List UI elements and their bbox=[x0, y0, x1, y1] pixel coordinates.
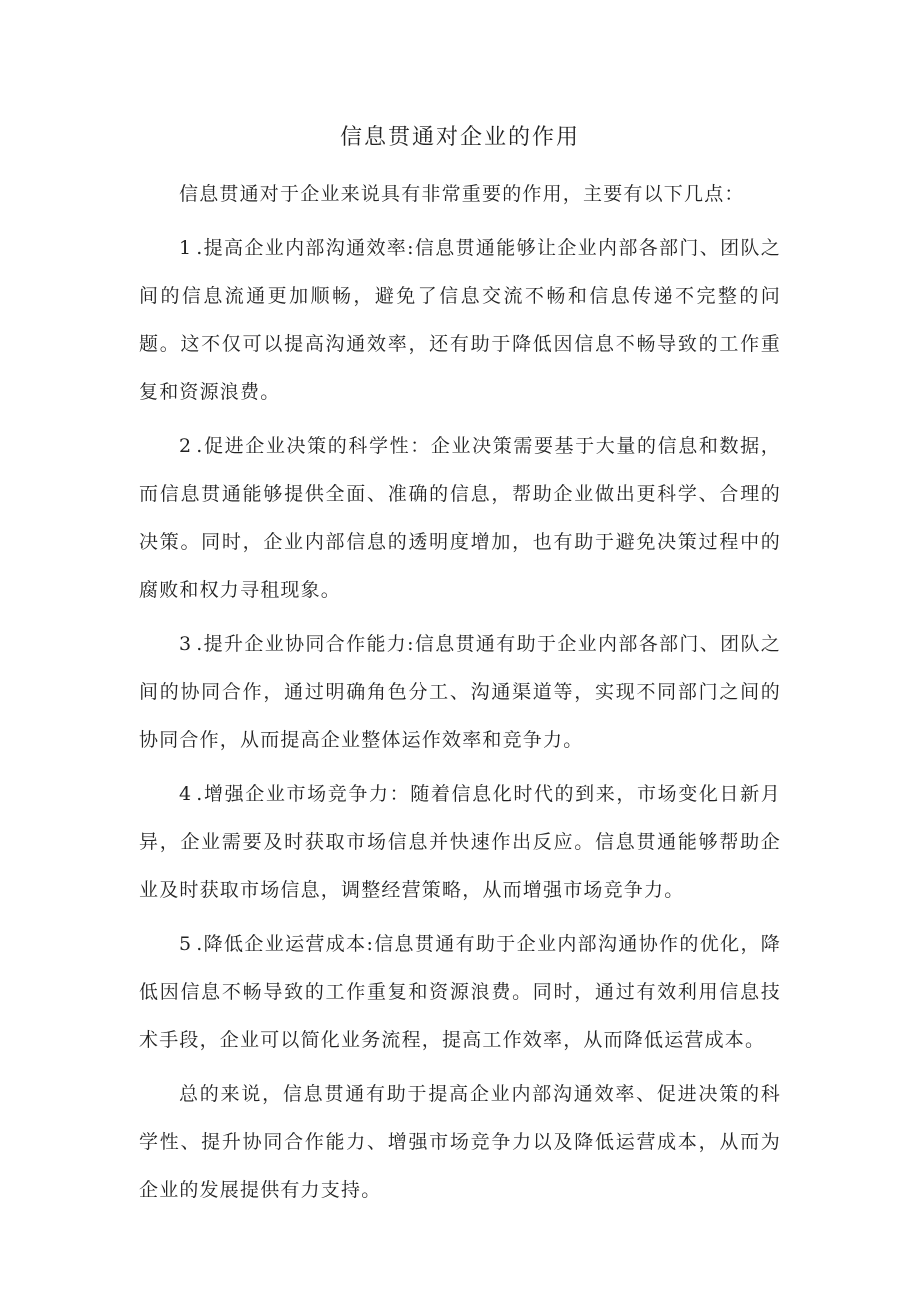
point-1-number: 1 bbox=[179, 237, 193, 259]
point-1-paragraph bbox=[139, 224, 781, 416]
point-2-paragraph bbox=[139, 422, 781, 614]
point-3-number: 3 bbox=[179, 633, 193, 655]
point-3-paragraph bbox=[139, 620, 781, 764]
point-2-number: 2 bbox=[179, 435, 193, 457]
page-title: 信息贯通对企业的作用 bbox=[339, 125, 580, 150]
point-4-text: .增强企业市场竞争力：随着信息化时代的到来，市场变化日新月异，企业需要及时获取市场信息并快速作出反应。信息贯通能够帮助企业及时获取市场信息，调整经营策略，从而增强市场竞争力。 bbox=[139, 783, 781, 901]
point-5-text: .降低企业运营成本:信息贯通有助于企业内部沟通协作的优化，降低因信息不畅导致的工作重复和资源浪费。同时，通过有效利用信息技术手段，企业可以简化业务流程，提高工作效率，从而降低运营成本。 bbox=[139, 933, 781, 1051]
point-5-paragraph bbox=[139, 920, 781, 1064]
intro-paragraph: 信息贯通对于企业来说具有非常重要的作用，主要有以下几点： bbox=[179, 183, 745, 205]
point-1-text: .提高企业内部沟通效率:信息贯通能够让企业内部各部门、团队之间的信息流通更加顺畅，避免了信息交流不畅和信息传递不完整的问题。这不仅可以提高沟通效率，还有助于降低因信息不畅导致的工作重复和资源浪费。 bbox=[139, 237, 781, 403]
point-2-text: .促进企业决策的科学性：企业决策需要基于大量的信息和数据，而信息贯通能够提供全面、准确的信息，帮助企业做出更科学、合理的决策。同时，企业内部信息的透明度增加，也有助于避免决策过程中的腐败和权力寻租现象。 bbox=[139, 435, 781, 601]
conclusion-paragraph: 总的来说，信息贯通有助于提高企业内部沟通效率、促进决策的科学性、提升协同合作能力、增强市场竞争力以及降低运营成本，从而为企业的发展提供有力支持。 bbox=[139, 1083, 781, 1201]
point-5-number: 5 bbox=[179, 933, 193, 955]
point-4-number: 4 bbox=[179, 783, 193, 805]
point-4-paragraph bbox=[139, 770, 781, 914]
document-body bbox=[139, 170, 781, 1220]
point-3-text: .提升企业协同合作能力:信息贯通有助于企业内部各部门、团队之间的协同合作，通过明确角色分工、沟通渠道等，实现不同部门之间的协同合作，从而提高企业整体运作效率和竞争力。 bbox=[139, 633, 781, 751]
